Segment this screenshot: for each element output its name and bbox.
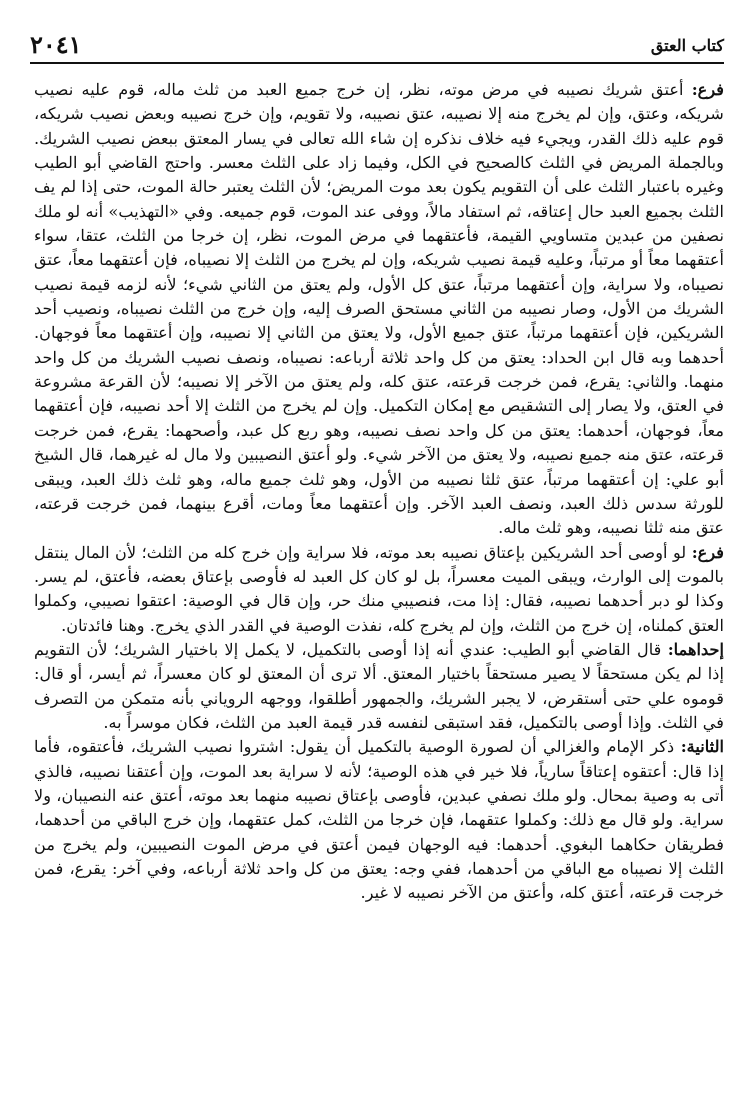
paragraph-second-benefit [34, 735, 724, 905]
paragraph-text: لو أوصى أحد الشريكين بإعتاق نصيبه بعد موته، فلا سراية وإن خرج كله من الثلث؛ لأن المال ينتقل بالموت إلى الوارث، ويبقى الميت معسراً، بل لو كان كل العبد له فأوصى بإعتاق بعضه، فأعتق، لم يسر. وكذا لو دبر أحدهما نصيبه، فقال: إذا مت، فنصيبي منك حر، وإن قال في الوصية: اعتقوا نصيبي، وكملوا العتق كملناه، إن خرج من الثلث، وإن لم يخرج كله، نفذت الوصية في القدر الذي يخرج. وهنا فائدتان. [34, 542, 724, 635]
page-body [34, 78, 724, 1092]
page-number: ٢٠٤١ [30, 30, 82, 59]
paragraph-branch-1 [34, 78, 724, 541]
paragraph-text: ذكر الإمام والغزالي أن لصورة الوصية بالتكميل أن يقول: اشتروا نصيب الشريك، فأعتقوه، فأما إذا قال: أعتقوه إعتاقاً سارياً، فلا خير في هذه الوصية؛ لأنه لا سراية بعد الموت، وإن أعتقنا نصيبه، فالذي أتى به وصية بمحال. ولو ملك نصفي عبدين، فأوصى بإعتاق نصيبه منهما بعد موته، أعتق عنه النصيبان، ولا سراية. ولو قال مع ذلك: وكملوا عتقهما، فإن خرجا من الثلث، كمل عتقهما، وإن خرج الباقي من أحدهما، فطريقان حكاهما البغوي. أحدهما: فيه الوجهان فيمن أعتق في مرض الموت النصيبين، ولم يخرج من الثلث إلا نصيباه مع الباقي من أحدهما، ففي وجه: يعتق من كل واحد ثلاثة أرباعه، وفي آخر: يقرع، فمن خرجت قرعته، أعتق كله، وأعتق من الآخر نصيبه لا غير. [34, 737, 724, 903]
paragraph-first-benefit [34, 638, 724, 735]
page-header [30, 30, 724, 60]
paragraph-lead: الثانية: [680, 737, 724, 757]
paragraph-branch-2 [34, 541, 724, 638]
paragraph-lead: فرع: [691, 542, 724, 562]
paragraph-lead: إحداهما: [667, 639, 724, 659]
book-title: كتاب العتق [650, 36, 724, 55]
paragraph-text: أعتق شريك نصيبه في مرض موته، نظر، إن خرج جميع العبد من ثلث ماله، قوم عليه نصيب شريكه، وعتق، وإن لم يخرج منه إلا نصيبه، عتق نصيبه، ولا تقويم، وإن خرج نصيبه وبعض نصيب شريكه، قوم عليه ذلك القدر، ويجيء فيه خلاف نذكره إن شاء الله تعالى في يسار المعتق ببعض نصيب الشريك. وبالجملة المريض في الثلث كالصحيح في الكل، وفيما زاد على الثلث معسر. واحتج القاضي أبو الطيب وغيره باعتبار الثلث على أن التقويم يكون بعد موت المريض؛ لأن الثلث يعتبر حالة الموت، حتى إذا لم يف الثلث بجميع العبد حال إعتاقه، ثم استفاد مالاً، ووفى عند الموت، قوم جميعه. وفي «التهذيب» أنه لو ملك نصفين من عبدين متساويي القيمة، فأعتقهما في مرض الموت، نظر، إن خرجا من الثلث، عتقا، سواء أعتقهما معاً أو مرتباً، وعليه قيمة نصيب شريكه، وإن لم يخرج من الثلث إلا نصيباه، فإن أعتقهما معاً، عتق نصيباه، ولا سراية، وإن أعتقهما مرتباً، عتق كل الأول، ولم يعتق من الثاني شيء؛ لأنه لزمه قيمة نصيب الشريك من الأول، وصار نصيبه من الثاني مستحق الصرف إليه، وإن خرج من الثلث نصيباه، ونصيب أحد الشريكين، فإن أعتقهما مرتباً، عتق جميع الأول، ولا يعتق من الثاني إلا نصيبه، وإن أعتقهما معاً فوجهان. أحدهما وبه قال ابن الحداد: يعتق من كل واحد ثلاثة أرباعه: نصيباه، ونصف نصيب الشريك من كل واحد منهما. والثاني: يقرع، فمن خرجت قرعته، عتق كله، ولم يعتق من الآخر إلا نصيبه؛ لأن القرعة مشروعة في العتق، ولا يصار إلى التشقيص مع إمكان التكميل. وإن لم يخرج من الثلث إلا أحد نصيبه، فإن أعتقهما معاً، فوجهان، أحدهما: يعتق من كل واحد نصف نصيبه، وهو ربع كل عبد، وأصحهما: يقرع، فمن خرجت قرعته، عتق منه جميع نصيبه، ولا يعتق من الآخر شيء. ولو أعتق النصيبين ولا مال له غيرهما، قال الشيخ أبو علي: إن أعتقهما مرتباً، عتق ثلثا نصيبه من الأول، وهو ثلث جميع ماله، وهو ثلث ذلك العبد، ويبقى للورثة سدس ذلك العبد، ونصف العبد الآخر. وإن أعتقهما معاً ومات، أقرع بينهما، فمن خرجت قرعته، عتق منه ثلثا نصيبه، وهو ثلث ماله. [34, 80, 724, 538]
header-rule [30, 62, 724, 64]
paragraph-lead: فرع: [691, 80, 724, 99]
paragraph-text: قال القاضي أبو الطيب: عندي أنه إذا أوصى بالتكميل، لا يكمل إلا باختيار الشريك؛ لأن التقويم إذا لم يكن مستحقاً لا يصير مستحقاً باختيار المعتق. ألا ترى أن المعتق لو كان معسراً، ثم أيسر، أو قال: قوموه علي حتى أستقرض، لا يجبر الشريك، والجمهور أطلقوا، ووجهه الروياني بأنه متمكن من التصرف في الثلث. وإذا أوصى بالتكميل، فقد استبقى لنفسه قدر قيمة العبد من الثلث، فكان موسراً به. [34, 639, 724, 732]
